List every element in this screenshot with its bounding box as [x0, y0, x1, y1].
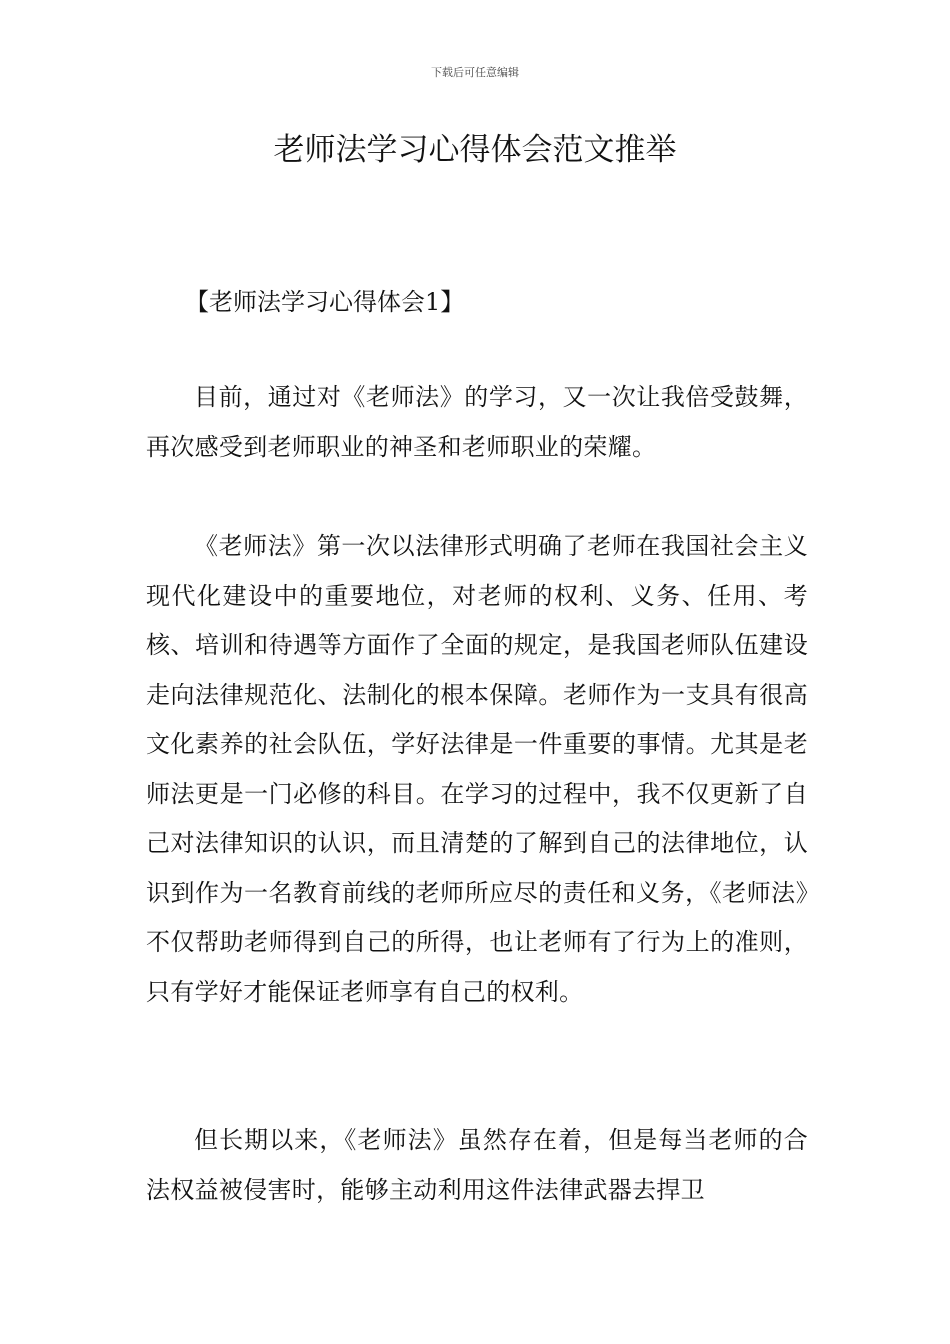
paragraph-3: 但长期以来，《老师法》虽然存在着，但是每当老师的合法权益被侵害时，能够主动利用这件法律武器去捍卫	[146, 1126, 808, 1204]
paragraph-2: 《老师法》第一次以法律形式明确了老师在我国社会主义现代化建设中的重要地位，对老师的权利、义务、任用、考核、培训和待遇等方面作了全面的规定，是我国老师队伍建设走向法律规范化、法制化的根本保障。老师作为一支具有很高文化素养的社会队伍，学好法律是一件重要的事情。尤其是老师法更是一门必修的科目。在学习的过程中，我不仅更新了自己对法律知识的认识，而且清楚的了解到自己的法律地位，认识到作为一名教育前线的老师所应尽的责任和义务，《老师法》不仅帮助老师得到自己的所得，也让老师有了行为上的准则，只有学好才能保证老师享有自己的权利。	[146, 532, 808, 1006]
paragraph-1: 目前，通过对《老师法》的学习，又一次让我倍受鼓舞，再次感受到老师职业的神圣和老师职业的荣耀。	[146, 383, 808, 461]
header-note: 下载后可任意编辑	[431, 66, 519, 79]
section-heading: 【老师法学习心得体会1】	[185, 288, 465, 316]
document-title: 老师法学习心得体会范文推举	[273, 132, 677, 168]
